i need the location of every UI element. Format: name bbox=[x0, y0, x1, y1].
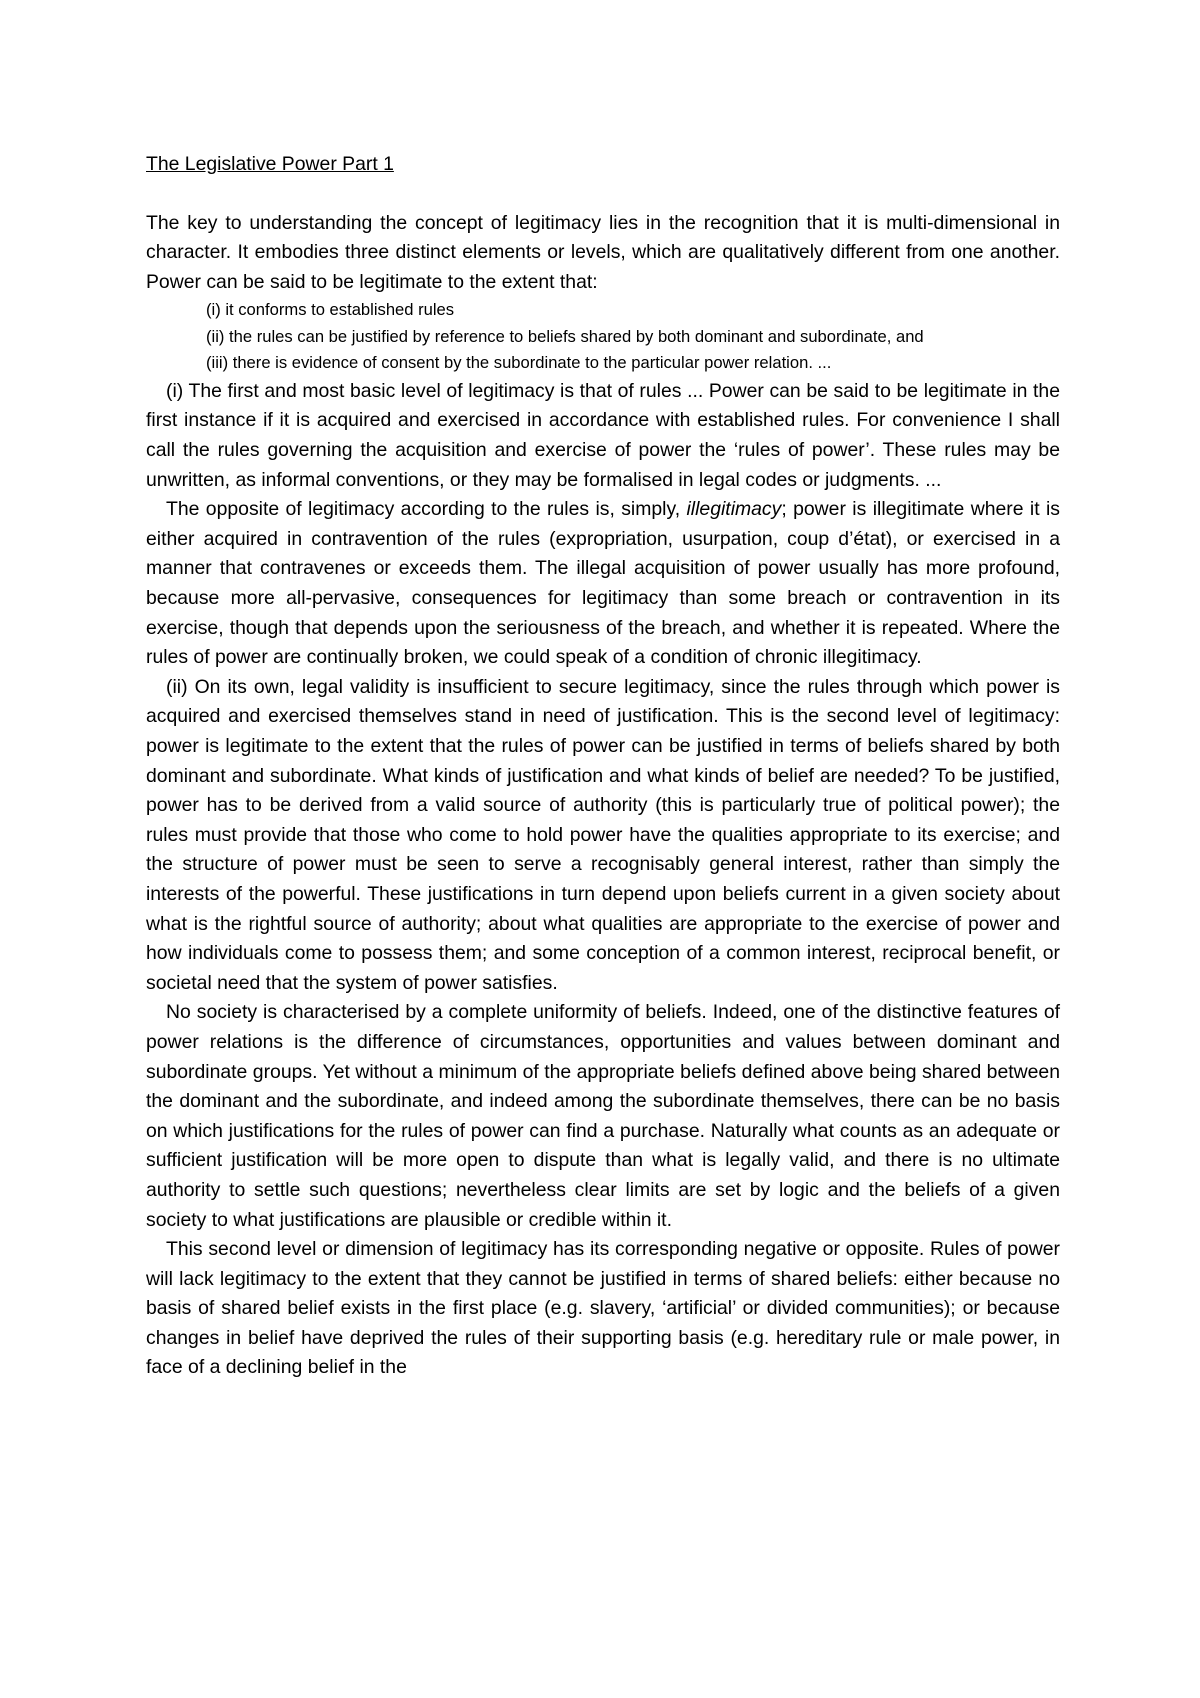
paragraph-beliefs: No society is characterised by a complete uniformity of beliefs. Indeed, one of the distinctive features of power relations is the difference of circumstances, opportunities and values between dominant and subordinate groups. Yet without a minimum of the appropriate beliefs defined above being shared between the dominant and the subordinate, and indeed among the subordinate themselves, there can be no basis on which justifications for the rules of power can find a purchase. Naturally what counts as an adequate or sufficient justification will be more open to dispute than what is legally valid, and there is no ultimate authority to settle such questions; nevertheless clear limits are set by logic and the beliefs of a given society to what justifications are plausible or credible within it. bbox=[146, 1001, 1060, 1231]
list-item: (iii) there is evidence of consent by the subordinate to the particular power relation. ... bbox=[206, 353, 832, 373]
paragraph-justification: (ii) On its own, legal validity is insufficient to secure legitimacy, since the rules through which power is acquired and exercised themselves stand in need of justification. This is the second level of legitimacy: power is legitimate to the extent that the rules of power can be justified in terms of beliefs shared by both dominant and subordinate. What kinds of justification and what kinds of belief are needed? To be justified, power has to be derived from a valid source of authority (this is particularly true of political power); the rules must provide that those who come to hold power have the qualities appropriate to its exercise; and the structure of power must be seen to serve a recognisably general interest, rather than simply the interests of the powerful. These justifications in turn depend upon beliefs current in a given society about what is the rightful source of authority; about what qualities are appropriate to the exercise of power and how individuals come to possess them; and some conception of a common interest, reciprocal benefit, or societal need that the system of power satisfies. bbox=[146, 675, 1060, 994]
list-item: (i) it conforms to established rules bbox=[206, 300, 455, 320]
paragraph-text: ; power is illegitimate where it is either acquired in contravention of the rules (expropriation, usurpation, coup d’état), or exercised in a manner that contravenes or exceeds them. The illegal acquisition of power usually has more profound, because more all-pervasive, consequences for legitimacy than some breach or contravention in its exercise, though that depends upon the seriousness of the breach, and whether it is repeated. Where the rules of power are continually broken, we could speak of a condition of chronic illegitimacy. bbox=[146, 498, 1060, 669]
document-body bbox=[146, 150, 1060, 1383]
paragraph-text: The opposite of legitimacy according to the rules is, simply, bbox=[166, 498, 687, 521]
document-title: The Legislative Power Part 1 bbox=[146, 153, 394, 175]
paragraph-second-level-negative: This second level or dimension of legitimacy has its corresponding negative or opposite. Rules of power will lack legitimacy to the extent that they cannot be justified in terms of shared beliefs: either because no basis of shared belief exists in the first place (e.g. slavery, ‘artificial’ or divided communities); or because changes in belief have deprived the rules of their supporting basis (e.g. hereditary rule or male power, in face of a declining belief in the bbox=[146, 1238, 1060, 1379]
intro-paragraph: The key to understanding the concept of legitimacy lies in the recognition that it is multi-dimensional in character. It embodies three distinct elements or levels, which are qualitatively different from one another. Power can be said to be legitimate to the extent that: bbox=[146, 211, 1060, 293]
italic-term: illegitimacy bbox=[686, 498, 782, 521]
list-item: (ii) the rules can be justified by reference to beliefs shared by both dominant and subordinate, and bbox=[206, 326, 924, 346]
legitimacy-criteria-list bbox=[146, 297, 1060, 377]
paragraph-illegitimacy bbox=[146, 495, 1060, 673]
paragraph-rules: (i) The first and most basic level of legitimacy is that of rules ... Power can be said to be legitimate in the first instance if it is acquired and exercised in accordance with established rules. For convenience I shall call the rules governing the acquisition and exercise of power the ‘rules of power’. These rules may be unwritten, as informal conventions, or they may be formalised in legal codes or judgments. ... bbox=[146, 379, 1060, 491]
